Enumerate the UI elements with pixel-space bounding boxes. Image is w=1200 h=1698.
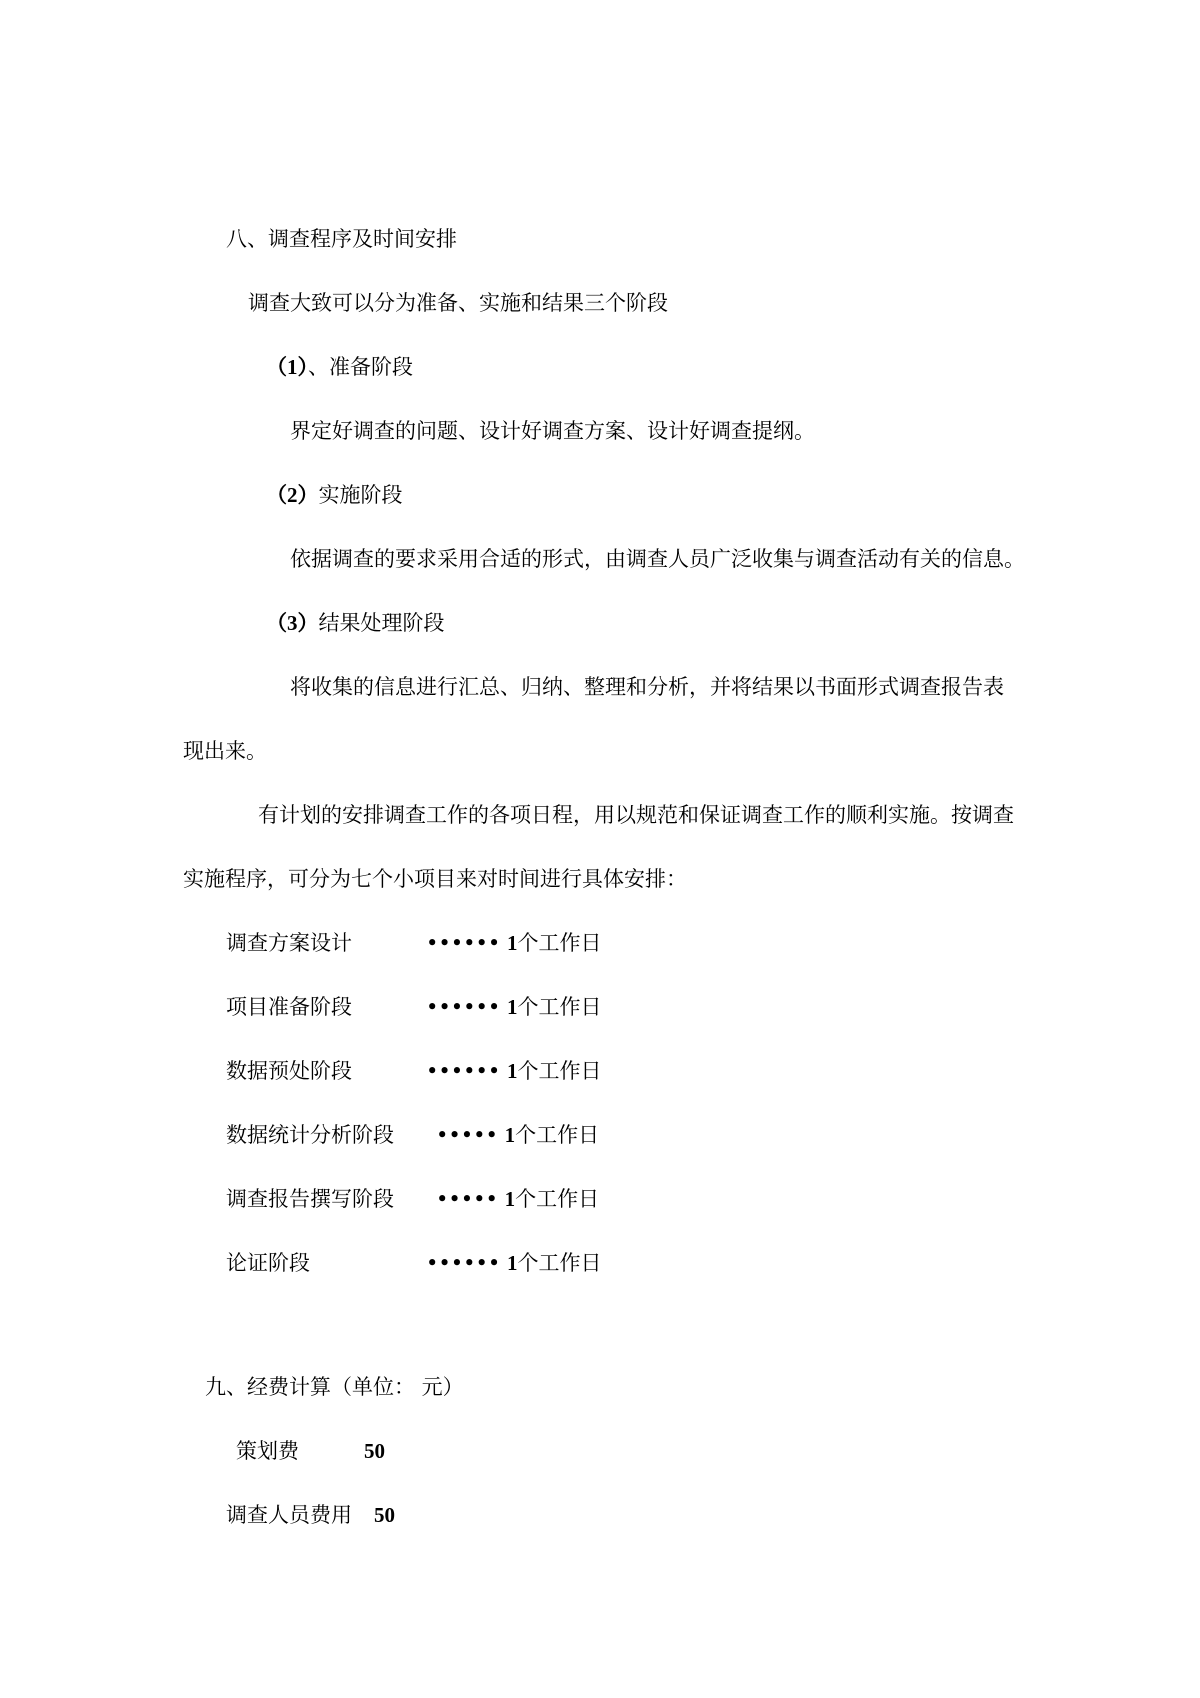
cost-label: 策划费 [236,1439,299,1463]
section-8-intro: 调查大致可以分为准备、实施和结果三个阶段 [248,291,668,315]
leader-dots: •••••• [426,1059,501,1083]
schedule-days: 1 [507,931,518,955]
schedule-days: 1 [507,1251,518,1275]
schedule-days: 1 [504,1187,516,1211]
schedule-duration [436,1184,599,1214]
stage-3-number: （3） [266,611,319,635]
schedule-row [226,992,352,1022]
schedule-row [226,1248,310,1278]
schedule-duration [426,928,602,958]
schedule-days: 1 [507,995,518,1019]
schedule-days: 1 [504,1123,516,1147]
schedule-unit: 个工作日 [515,1187,600,1211]
schedule-item: 项目准备阶段 [226,995,352,1019]
schedule-item: 论证阶段 [226,1251,310,1275]
leader-dots: ••••• [436,1123,498,1147]
cost-amount: 50 [374,1503,395,1527]
schedule-row [226,1184,394,1214]
schedule-item: 调查报告撰写阶段 [226,1187,394,1211]
schedule-row [226,928,352,958]
stage-1-number: （1） [266,355,308,379]
schedule-item: 数据统计分析阶段 [226,1123,394,1147]
stage-1-description: 界定好调查的问题、设计好调查方案、设计好调查提纲。 [290,419,815,443]
cost-row [226,1500,352,1530]
schedule-duration [426,992,602,1022]
leader-dots: •••••• [426,995,501,1019]
schedule-row [226,1120,394,1150]
schedule-duration [426,1248,602,1278]
section-9-heading: 九、经费计算（单位： 元） [205,1375,464,1399]
schedule-item: 调查方案设计 [226,931,352,955]
stage-2-description: 依据调查的要求采用合适的形式，由调查人员广泛收集与调查活动有关的信息。 [290,547,1025,571]
schedule-duration [436,1120,599,1150]
stage-3-description-line2: 现出来。 [183,739,267,763]
schedule-row [226,1056,352,1086]
stage-1-label: 、准备阶段 [308,355,413,379]
cost-row [236,1436,299,1466]
schedule-unit: 个工作日 [515,1123,600,1147]
schedule-item: 数据预处阶段 [226,1059,352,1083]
schedule-duration [426,1056,602,1086]
leader-dots: •••••• [426,931,501,955]
leader-dots: ••••• [436,1187,498,1211]
stage-3-title [266,608,445,638]
plan-paragraph-line1: 有计划的安排调查工作的各项日程，用以规范和保证调查工作的顺利实施。按调查 [258,803,1014,827]
stage-2-number: （2） [266,483,319,507]
section-8-heading: 八、调查程序及时间安排 [226,227,457,251]
leader-dots: •••••• [426,1251,501,1275]
schedule-unit: 个工作日 [517,1251,602,1275]
schedule-unit: 个工作日 [517,1059,602,1083]
schedule-unit: 个工作日 [517,931,602,955]
cost-amount: 50 [364,1439,385,1463]
stage-2-title [266,480,403,510]
schedule-days: 1 [507,1059,518,1083]
stage-2-label: 实施阶段 [318,483,403,507]
stage-3-description-line1: 将收集的信息进行汇总、归纳、整理和分析，并将结果以书面形式调查报告表 [290,675,1004,699]
schedule-unit: 个工作日 [517,995,602,1019]
cost-amount-wrap [374,1500,395,1530]
stage-3-label: 结果处理阶段 [318,611,445,635]
cost-label: 调查人员费用 [226,1503,352,1527]
plan-paragraph-line2: 实施程序，可分为七个小项目来对时间进行具体安排： [183,867,687,891]
stage-1-title [266,352,413,382]
cost-amount-wrap [364,1436,385,1466]
